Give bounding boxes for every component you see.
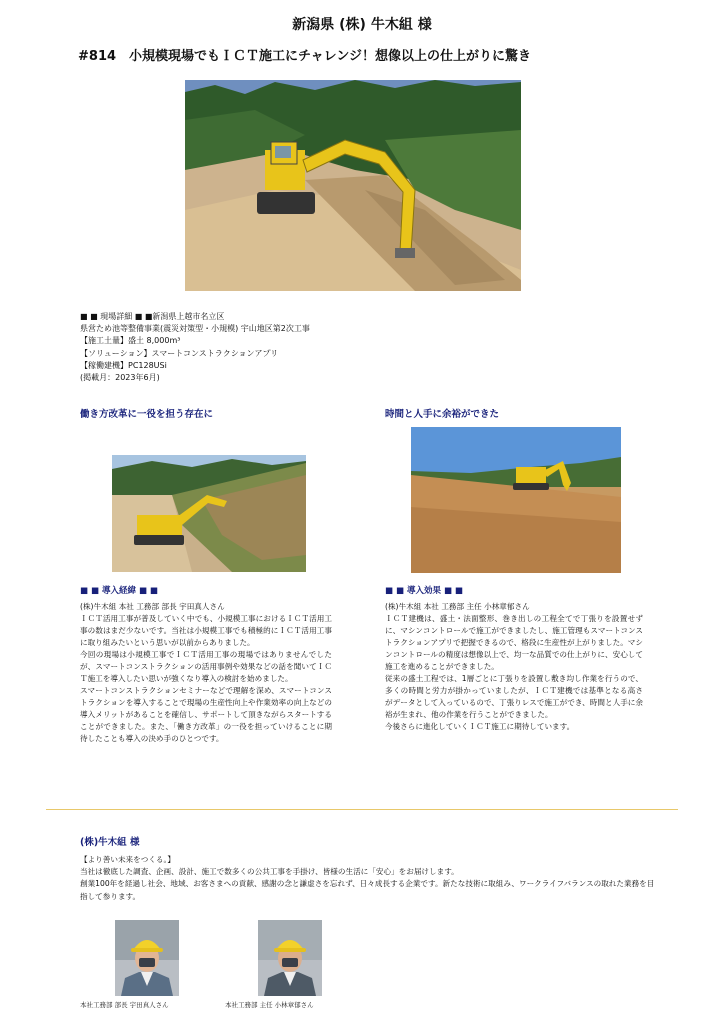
right-paragraph: ＩＣＴ建機は、盛土・法面整形、巻き出しの工程全てで丁張りを設置せずに、マシンコントロールで施工ができましたし、施工管理もスマートコンストラクションアプリで把握できるので、格段に生産性が上がりました。マシンコントロールの精度は想像以上で、均一な品質での仕上がりに、安心して施工を進めることができました。 xyxy=(385,614,643,671)
site-info-line: 【施工土量】盛土 8,000m³ xyxy=(80,336,181,346)
site-info-line: 県営ため池等整備事業(震災対策型・小規模) 宇山地区第2次工事 xyxy=(80,324,310,334)
right-subheading: ■ ■ 導入効果 ■ ■ xyxy=(385,586,463,596)
left-paragraph: ＩＣＴ活用工事が普及していく中でも、小規模工事におけるＩＣＴ活用工事の数はまだ少ないです。当社は小規模工事でも積極的にＩＣＴ活用工事に取り組みたいという思いが以前からありました。 xyxy=(80,614,332,647)
right-paragraph: 従来の盛土工程では、1層ごとに丁張りを設置し敷き均し作業を行うので、多くの時間と労力が掛かっていましたが、ＩＣＴ建機では基準となる高さがデータとして入っているので、丁張りレスで施工ができ、時間と人手に余裕が生まれ、他の作業を行うことができました。 xyxy=(385,674,643,719)
right-site-photo xyxy=(411,427,621,573)
site-info-line: 【ソリューション】スマートコンストラクションアプリ xyxy=(80,348,279,358)
company-paragraph: 創業100年を経過し社会、地域、お客さまへの貢献、感謝の念と謙虚さを忘れず、日々成長する企業です。新たな技術に取組み、ワークライフバランスの取れた業務を目指して参ります。 xyxy=(80,879,655,901)
main-site-photo xyxy=(185,80,521,291)
left-paragraph: スマートコンストラクションセミナーなどで理解を深め、スマートコンストラクションを導入することで現場の生産性向上や作業効率の向上などの導入メリットがあることを確信し、サポートして頂きながらスタートすることができました。また、「働き方改革」の一役を担っていけることに期待したことも導入の決め手のひとつです。 xyxy=(80,686,332,743)
company-description xyxy=(80,854,660,903)
section-divider xyxy=(46,809,678,810)
left-paragraph: 今回の現場は小規模工事でＩＣＴ活用工事の現場ではありませんでしたが、スマートコンストラクションの活用事例や効果などの話を聞いてＩＣＴ施工を導入したい思いが強くなり導入の検討を始めました。 xyxy=(80,650,332,683)
right-heading: 時間と人手に余裕ができた xyxy=(385,409,500,420)
left-person: (株)牛木組 本社 工務部 部長 宇田真人さん xyxy=(80,602,225,611)
left-site-photo xyxy=(112,455,306,572)
portrait-kobayashi xyxy=(258,920,322,996)
company-name: (株)牛木組 様 xyxy=(80,837,140,848)
left-subheading: ■ ■ 導入経緯 ■ ■ xyxy=(80,586,158,596)
site-info xyxy=(80,311,310,384)
site-info-line: ■ ■ 現場詳細 ■ ■新潟県上越市名立区 xyxy=(80,312,225,321)
case-title: #814 小規模現場でもＩＣＴ施工にチャレンジ！想像以上の仕上がりに驚き xyxy=(78,49,531,64)
portrait-kobayashi-caption: 本社工務部 主任 小林章郁さん xyxy=(225,1001,314,1009)
site-info-line: (掲載月：2023年6月) xyxy=(80,373,160,383)
page-title: 新潟県 (株) 牛木組 様 xyxy=(292,17,432,33)
portrait-uda xyxy=(115,920,179,996)
left-body xyxy=(80,601,332,745)
portrait-uda-caption: 本社工務部 部長 宇田真人さん xyxy=(80,1001,169,1009)
right-paragraph: 今後さらに進化していくＩＣＴ施工に期待しています。 xyxy=(385,722,575,731)
right-person: (株)牛木組 本社 工務部 主任 小林章郁さん xyxy=(385,602,530,611)
company-paragraph: 当社は徹底した調査、企画、設計、施工で数多くの公共工事を手掛け、皆様の生活に「安心」をお届けします。 xyxy=(80,867,459,877)
site-info-line: 【稼働建機】PC128USi xyxy=(80,360,167,370)
right-body xyxy=(385,601,643,733)
company-paragraph: 【より善い未来をつくる。】 xyxy=(80,855,175,864)
left-heading: 働き方改革に一役を担う存在に xyxy=(80,409,214,420)
